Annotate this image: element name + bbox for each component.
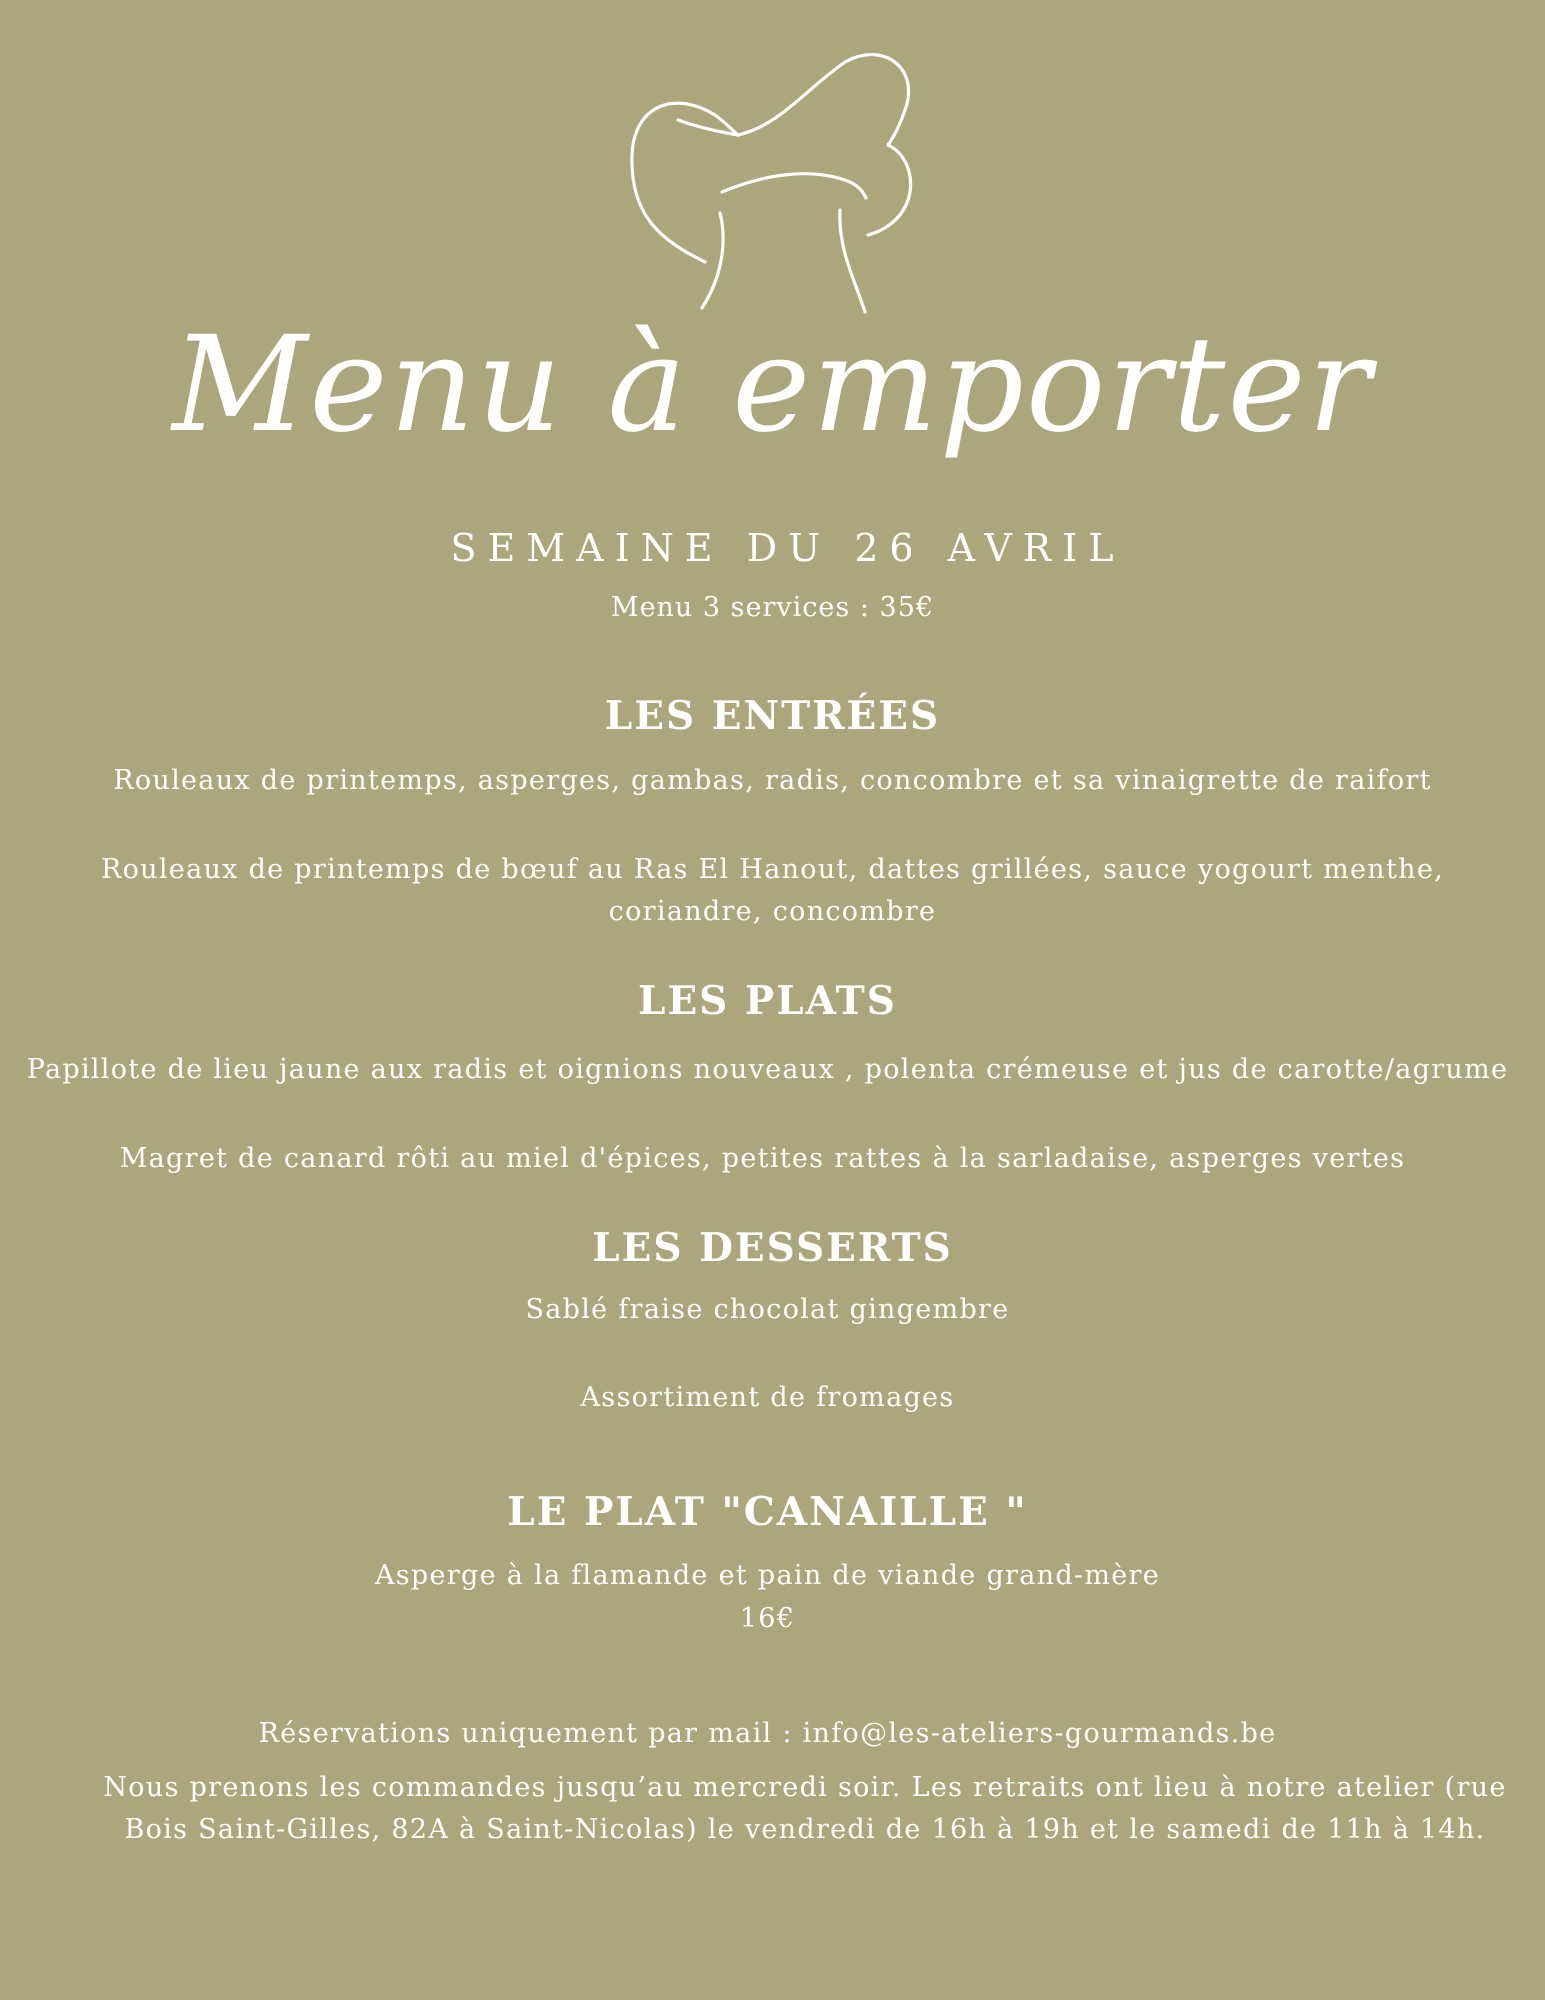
- week-subtitle: SEMAINE DU 26 AVRIL: [450, 526, 1125, 570]
- plat-item: Magret de canard rôti au miel d'épices, petites rattes à la sarladaise, asperges vertes: [119, 1143, 1406, 1174]
- menu-price: Menu 3 services : 35€: [610, 592, 935, 623]
- reservations-text: Réservations uniquement par mail : info@les-ateliers-gourmands.be: [258, 1718, 1277, 1749]
- dessert-item: Sablé fraise chocolat gingembre: [525, 1294, 1010, 1325]
- plat-item: Papillote de lieu jaune aux radis et oignions nouveaux , polenta crémeuse et jus de carotte/agrume: [26, 1054, 1509, 1085]
- dessert-item: Assortiment de fromages: [580, 1382, 955, 1413]
- entree-item: Rouleaux de printemps, asperges, gambas, radis, concombre et sa vinaigrette de raifort: [113, 765, 1432, 796]
- entree-item: Rouleaux de printemps de bœuf au Ras El Hanout, dattes grillées, sauce yogourt menthe, coriandre, concombre: [100, 854, 1444, 927]
- canaille-item: Asperge à la flamande et pain de viande grand-mère: [374, 1560, 1161, 1591]
- canaille-price: 16€: [739, 1603, 796, 1634]
- chef-hat-icon: [620, 50, 925, 320]
- menu-title: Menu à emporter: [172, 308, 1373, 462]
- section-title-desserts: LES DESSERTS: [592, 1225, 953, 1271]
- section-title-plats: LES PLATS: [638, 978, 897, 1024]
- section-title-canaille: LE PLAT "CANAILLE ": [507, 1489, 1028, 1535]
- section-title-entrees: LES ENTRÉES: [604, 693, 941, 739]
- pickup-info: Nous prenons les commandes jusqu’au mercredi soir. Les retraits ont lieu à notre atelier (rue Bois Saint-Gilles, 82A à Saint-Nicolas) le vendredi de 16h à 19h et le samedi de 11h à 14h.: [103, 1772, 1507, 1845]
